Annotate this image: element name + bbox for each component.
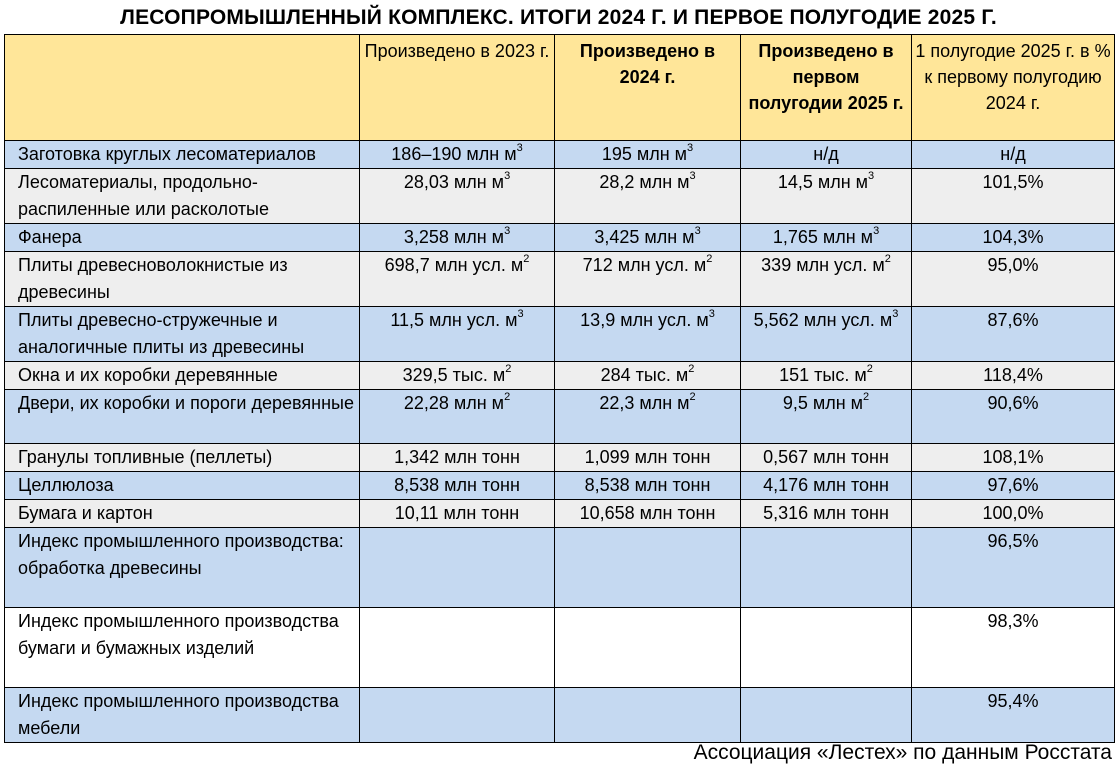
cell-2024: 10,658 млн тонн — [555, 500, 741, 528]
source-footer: Ассоциация «Лестех» по данным Росстата — [693, 741, 1112, 764]
cell-h1-2025 — [741, 608, 912, 688]
cell-percent: 87,6% — [912, 307, 1115, 362]
cell-2023 — [360, 608, 555, 688]
cell-2023: 11,5 млн усл. $м^3$ — [360, 307, 555, 362]
cell-2023: 10,11 млн тонн — [360, 500, 555, 528]
cell-2023: 186–190 млн $м^3$ — [360, 141, 555, 169]
row-name: Индекс промышленного производства бумаги и бумажных изделий — [5, 608, 360, 688]
table-row — [5, 252, 1115, 307]
cell-2023: 329,5 тыс. $м^2$ — [360, 362, 555, 390]
cell-percent: 98,3% — [912, 608, 1115, 688]
cell-h1-2025: 5,562 млн усл. $м^3$ — [741, 307, 912, 362]
row-name: Гранулы топливные (пеллеты) — [5, 444, 360, 472]
cell-2023: 1,342 млн тонн — [360, 444, 555, 472]
cell-2024 — [555, 608, 741, 688]
cell-2024: 8,538 млн тонн — [555, 472, 741, 500]
cell-2024: 22,3 млн $м^2$ — [555, 390, 741, 444]
cell-2023: 22,28 млн $м^2$ — [360, 390, 555, 444]
cell-h1-2025: 0,567 млн тонн — [741, 444, 912, 472]
cell-2024: 195 млн $м^3$ — [555, 141, 741, 169]
header-product — [5, 35, 360, 141]
cell-2024: 1,099 млн тонн — [555, 444, 741, 472]
cell-h1-2025: н/д — [741, 141, 912, 169]
cell-2023: 698,7 млн усл. $м^2$ — [360, 252, 555, 307]
header-produced-2023: Произведено в 2023 г. — [360, 35, 555, 141]
cell-percent: 104,3% — [912, 224, 1115, 252]
row-name: Заготовка круглых лесоматериалов — [5, 141, 360, 169]
page-title: ЛЕСОПРОМЫШЛЕННЫЙ КОМПЛЕКС. ИТОГИ 2024 Г. И ПЕРВОЕ ПОЛУГОДИЕ 2025 Г. — [120, 6, 997, 29]
cell-percent: 101,5% — [912, 169, 1115, 224]
row-name: Окна и их коробки деревянные — [5, 362, 360, 390]
row-name: Лесоматериалы, продольно-распиленные или расколотые — [5, 169, 360, 224]
cell-2023: 28,03 млн $м^3$ — [360, 169, 555, 224]
header-percent-change: 1 полугодие 2025 г. в % к первому полугодию 2024 г. — [912, 35, 1115, 141]
header-produced-h1-2025: Произведено в первом полугодии 2025 г. — [741, 35, 912, 141]
table-row — [5, 390, 1115, 444]
cell-2023: 3,258 млн $м^3$ — [360, 224, 555, 252]
cell-h1-2025: 4,176 млн тонн — [741, 472, 912, 500]
cell-2024: 13,9 млн усл. $м^3$ — [555, 307, 741, 362]
cell-percent: 100,0% — [912, 500, 1115, 528]
cell-2023 — [360, 688, 555, 743]
table-row — [5, 500, 1115, 528]
cell-2023 — [360, 528, 555, 608]
cell-h1-2025: 14,5 млн $м^3$ — [741, 169, 912, 224]
row-name: Бумага и картон — [5, 500, 360, 528]
cell-h1-2025 — [741, 688, 912, 743]
cell-h1-2025: 151 тыс. $м^2$ — [741, 362, 912, 390]
table-row — [5, 688, 1115, 743]
cell-h1-2025: 5,316 млн тонн — [741, 500, 912, 528]
header-produced-2024: Произведено в 2024 г. — [555, 35, 741, 141]
cell-percent: 96,5% — [912, 528, 1115, 608]
table-row — [5, 169, 1115, 224]
cell-2024: 3,425 млн $м^3$ — [555, 224, 741, 252]
table-row — [5, 528, 1115, 608]
row-name: Фанера — [5, 224, 360, 252]
table-row — [5, 141, 1115, 169]
cell-h1-2025: 1,765 млн $м^3$ — [741, 224, 912, 252]
row-name: Индекс промышленного производства: обработка древесины — [5, 528, 360, 608]
row-name: Целлюлоза — [5, 472, 360, 500]
cell-2024: 284 тыс. $м^2$ — [555, 362, 741, 390]
cell-2024 — [555, 528, 741, 608]
row-name: Плиты древесноволокнистые из древесины — [5, 252, 360, 307]
table-row — [5, 472, 1115, 500]
table-row — [5, 444, 1115, 472]
cell-2023: 8,538 млн тонн — [360, 472, 555, 500]
row-name: Плиты древесно-стружечные и аналогичные плиты из древесины — [5, 307, 360, 362]
row-name: Двери, их коробки и пороги деревянные — [5, 390, 360, 444]
cell-h1-2025: 9,5 млн $м^2$ — [741, 390, 912, 444]
cell-percent: н/д — [912, 141, 1115, 169]
cell-h1-2025: 339 млн усл. $м^2$ — [741, 252, 912, 307]
cell-percent: 90,6% — [912, 390, 1115, 444]
cell-2024: 712 млн усл. $м^2$ — [555, 252, 741, 307]
cell-percent: 95,0% — [912, 252, 1115, 307]
cell-2024: 28,2 млн $м^3$ — [555, 169, 741, 224]
cell-2024 — [555, 688, 741, 743]
table-row — [5, 608, 1115, 688]
production-table — [4, 34, 1115, 743]
table-row — [5, 362, 1115, 390]
table-header-row — [5, 35, 1115, 141]
table-row — [5, 307, 1115, 362]
row-name: Индекс промышленного производства мебели — [5, 688, 360, 743]
cell-percent: 118,4% — [912, 362, 1115, 390]
cell-percent: 95,4% — [912, 688, 1115, 743]
cell-percent: 108,1% — [912, 444, 1115, 472]
table-row — [5, 224, 1115, 252]
cell-h1-2025 — [741, 528, 912, 608]
cell-percent: 97,6% — [912, 472, 1115, 500]
